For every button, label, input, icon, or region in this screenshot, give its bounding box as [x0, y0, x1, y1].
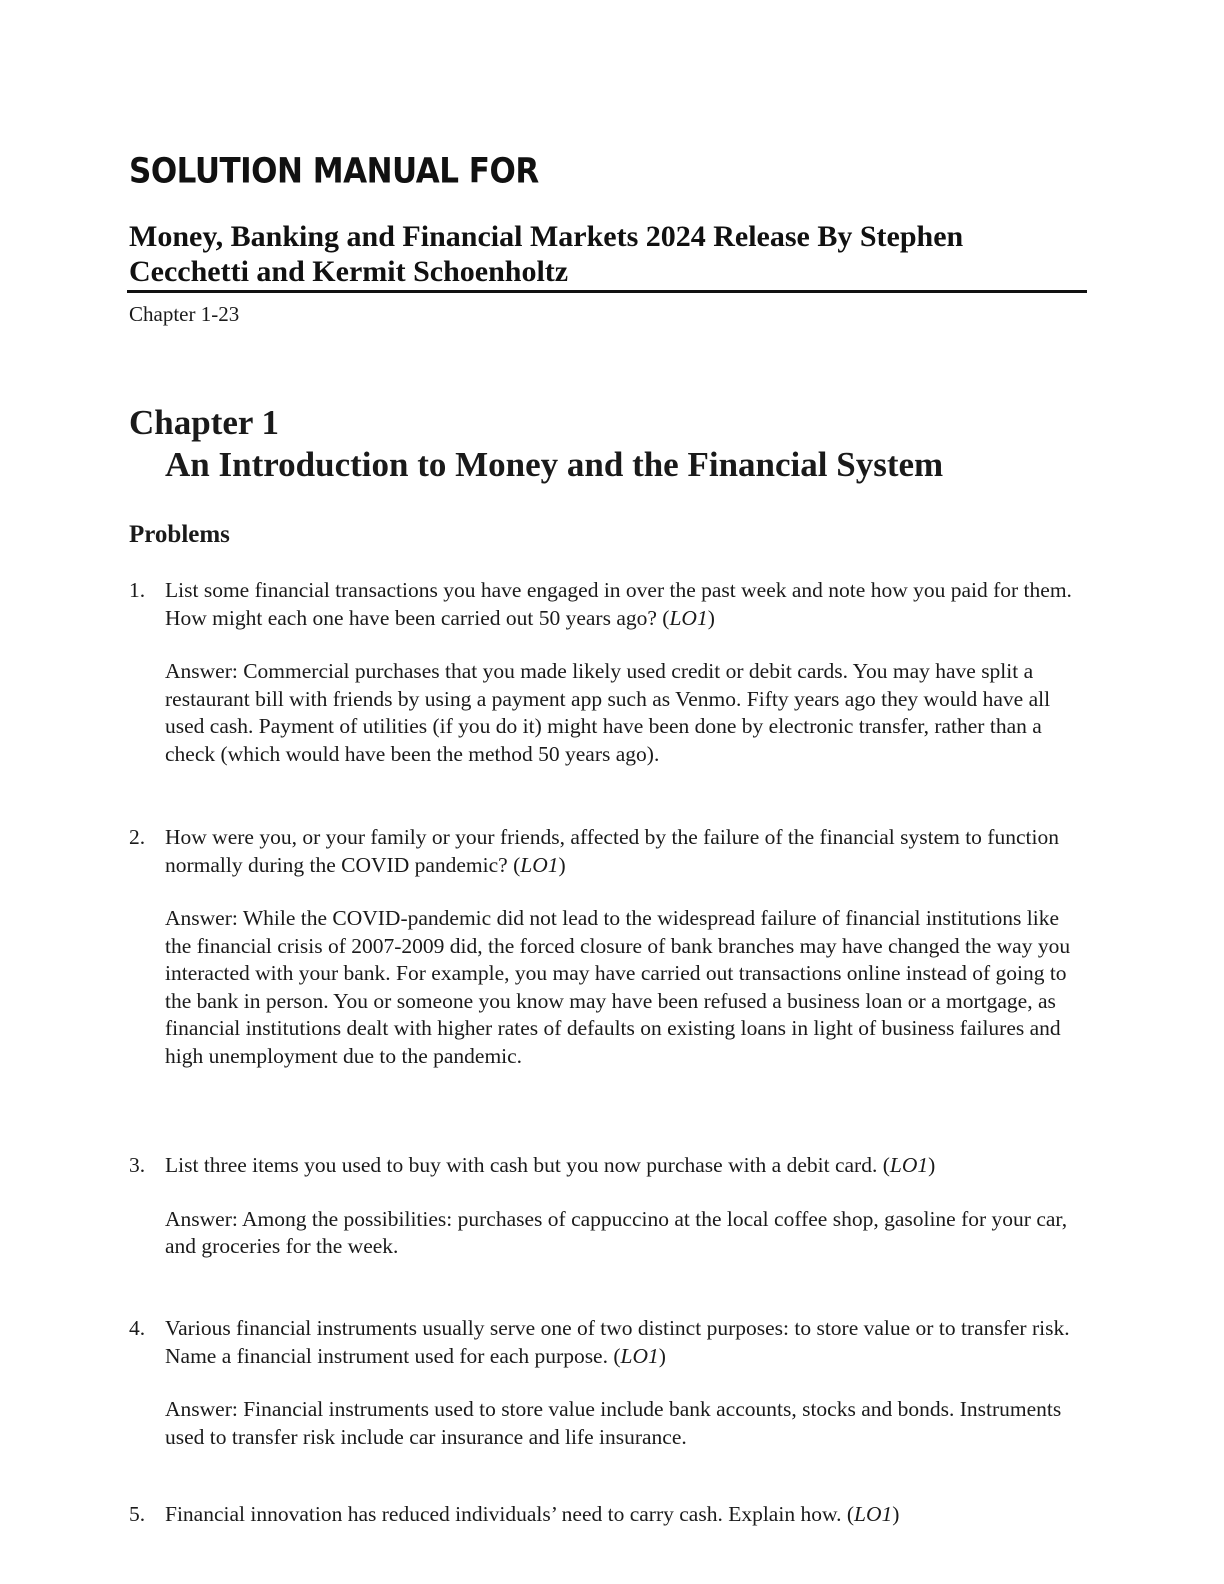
problem-answer: Answer: While the COVID-pandemic did not lead to the widespread failure of financial institutions like the financial crisis of 2007-2009 did, the forced closure of bank branches may have changed the way you interacted with your bank. For example, you may have carried out transactions online instead of going to the bank in person. You or someone you know may have been refused a business loan or a mortgage, as financial institutions dealt with higher rates of defaults on existing loans in light of business failures and high unemployment due to the pandemic.: [165, 906, 1071, 1068]
solution-manual-heading: SOLUTION MANUAL FOR: [129, 151, 539, 192]
section-heading-problems: Problems: [129, 521, 230, 548]
problem-answer: Answer: Financial instruments used to store value include bank accounts, stocks and bonds. Instruments used to transfer risk include car insurance and life insurance.: [165, 1397, 1062, 1449]
problem-question: Various financial instruments usually serve one of two distinct purposes: to store value or to transfer risk. Name a financial instrument used for each purpose. (LO1): [165, 1316, 1070, 1368]
chapter-number: Chapter 1: [129, 403, 280, 442]
problem-item: [129, 1152, 1089, 1261]
problem-item: [129, 1501, 1089, 1529]
learning-objective: LO1: [620, 1343, 659, 1368]
question-text: How were you, or your family or your friends, affected by the failure of the financial system to function normally during the COVID pandemic?: [165, 825, 1059, 877]
learning-objective: LO1: [889, 1153, 929, 1177]
problem-item: [129, 824, 1089, 1070]
problem-question: Financial innovation has reduced individuals’ need to carry cash. Explain how. (LO1): [165, 1502, 900, 1526]
problem-number: 5.: [129, 1502, 146, 1526]
problem-answer: Answer: Among the possibilities: purchases of cappuccino at the local coffee shop, gasoline for your car, and groceries for the week.: [165, 1206, 1068, 1258]
problem-number: 3.: [129, 1153, 146, 1177]
learning-objective: LO1: [520, 852, 559, 877]
learning-objective: LO1: [854, 1502, 893, 1526]
learning-objective: LO1: [669, 605, 708, 630]
problem-item: [129, 577, 1089, 768]
question-text: Various financial instruments usually serve one of two distinct purposes: to store value or to transfer risk. Name a financial instrument used for each purpose.: [165, 1316, 1070, 1368]
question-text: List some financial transactions you have engaged in over the past week and note how you paid for them. How might each one have been carried out 50 years ago?: [165, 578, 1072, 630]
problem-answer: Answer: Commercial purchases that you made likely used credit or debit cards. You may have split a restaurant bill with friends by using a payment app such as Venmo. Fifty years ago they would have all used cash. Payment of utilities (if you do it) might have been done by electronic transfer, rather than a check (which would have been the method 50 years ago).: [165, 659, 1051, 766]
problem-question: List some financial transactions you have engaged in over the past week and note how you paid for them. How might each one have been carried out 50 years ago? (LO1): [165, 578, 1072, 630]
question-text: Financial innovation has reduced individuals’ need to carry cash. Explain how.: [165, 1502, 842, 1526]
book-title: Money, Banking and Financial Markets 2024 Release By Stephen Cecchetti and Kermit Schoenholtz: [129, 220, 964, 288]
problem-number: 1.: [129, 578, 146, 602]
problem-question: How were you, or your family or your friends, affected by the failure of the financial system to function normally during the COVID pandemic? (LO1): [165, 825, 1059, 877]
problem-question: List three items you used to buy with cash but you now purchase with a debit card. (LO1): [165, 1153, 936, 1177]
problem-item: [129, 1315, 1089, 1451]
problem-number: 4.: [129, 1316, 146, 1340]
problem-number: 2.: [129, 825, 146, 849]
chapter-title: An Introduction to Money and the Financial System: [165, 445, 944, 484]
chapter-range: Chapter 1-23: [129, 302, 240, 326]
title-divider: [127, 290, 1087, 293]
question-text: List three items you used to buy with cash but you now purchase with a debit card.: [165, 1153, 878, 1177]
